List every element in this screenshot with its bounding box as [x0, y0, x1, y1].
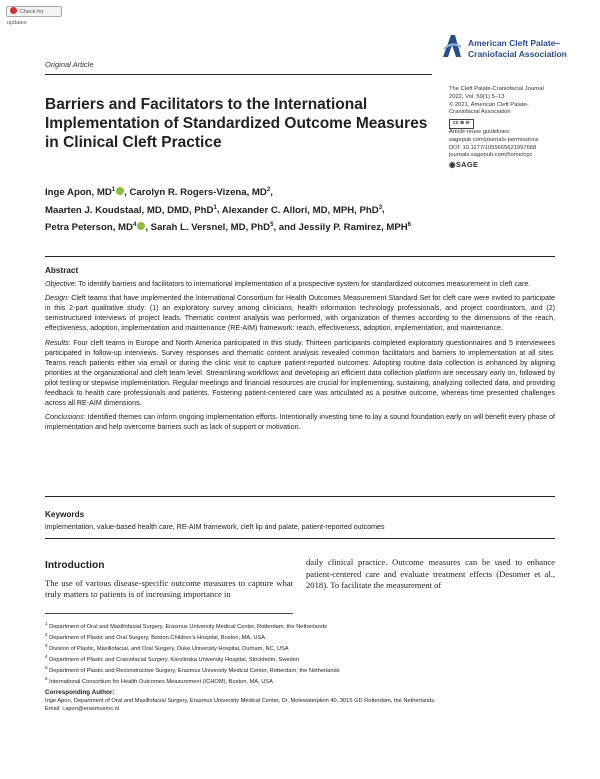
author[interactable]: Petra Peterson, $MD^4$	[45, 221, 137, 233]
author[interactable]: Sarah L. Versnel, MD, PhD$^5$	[150, 221, 274, 233]
copyright-line-1: © 2021, American Cleft Palate-	[449, 101, 529, 108]
affiliation: $^5$ Department of Plastic and Reconstructive Surgery, Erasmus University Medical Center, Rotterdam, the Netherlands	[45, 665, 340, 675]
journal-volume: 2022, Vol. 59(1) 5–13	[449, 93, 505, 100]
keywords-text: implementation, value-based health care, RE-AIM framework, cleft lip and palate, patient-reported outcomes	[45, 523, 385, 531]
abstract	[45, 266, 555, 436]
abstract-conclusions: Conclusions: Identified themes can inform ongoing implementation efforts. Intentionally investing time to lay a sound foundation early on will benefit every phase of implementation and help overcome barriers such as lack of support or motivation.	[45, 413, 555, 432]
keywords-rule	[45, 496, 555, 497]
corresponding-author	[45, 689, 565, 714]
society-logo-text	[468, 38, 598, 60]
affiliation: $^4$ Department of Plastic and Craniofacial Surgery, Karolinska University Hospital, Stockholm, Sweden	[45, 654, 300, 664]
corresponding-author-email[interactable]: Email: i.apon@erasmusmc.nl	[45, 706, 120, 713]
publisher-logo: ◉SAGE	[449, 160, 479, 170]
article-type: Original Article	[45, 60, 94, 69]
cc-license-badge[interactable]: cc ⊕ ⊝	[449, 119, 474, 129]
author[interactable]: Maarten J. Koudstaal, MD, DMD, PhD$^1$	[45, 204, 217, 216]
abstract-rule	[45, 256, 555, 257]
corresponding-author-address: Inge Apon, Department of Oral and Maxillofacial Surgery, Erasmus University Medical Center, Dr. Molewaterplein 40, 3015 GD Rotterdam, the Netherlands.	[45, 698, 436, 705]
affiliation: $^2$ Department of Plastic and Oral Surgery, Boston Children's Hospital, Boston, MA, USA	[45, 632, 266, 641]
introduction-heading: Introduction	[45, 560, 105, 571]
affiliation: $^6$ International Consortium for Health Outcomes Measurement (ICHOM), Boston, MA, USA	[45, 676, 273, 686]
abstract-objective: Objective: To identify barriers and facilitators to international implementation of a prospective system for standardized outcomes measurement in cleft care.	[45, 280, 531, 289]
doi-link[interactable]: DOI: 10.1177/1055665621997668	[449, 144, 537, 151]
author[interactable]: Carolyn R. Rogers-Vizena, $MD^2$	[129, 187, 271, 199]
logo-line-1: American Cleft Palate–	[468, 38, 561, 48]
logo-line-2: Craniofacial Association	[468, 49, 567, 59]
crossmark-icon	[10, 7, 17, 14]
footnote-rule	[45, 613, 293, 614]
affiliation: $^3$ Division of Plastic, Maxillofacial, and Oral Surgery, Duke University Hospital, Durham, NC, USA	[45, 643, 289, 653]
corresponding-author-label: Corresponding Author:	[45, 689, 115, 696]
reuse-guidelines-label: Article reuse guidelines:	[449, 128, 511, 135]
abstract-heading: Abstract	[45, 266, 79, 275]
abstract-results: Results: Four cleft teams in Europe and North America participated in this study. Thirteen participants completed exploratory questionnaires and 5 interviewees participated in follow-up interviews. Survey responses and thematic content analysis revealed common facilitators and barriers to implementation at all sites. Teams reach patients either via email or during the clinic visit to capture patient-reported outcomes. Adopting routine data collection is enhanced by aligning priorities at the organizational and cleft team level. Streamlining workflows and developing an efficient data collection platform are necessary early on, followed by pilot testing or stepwise implementation. Regular meetings and financial resources are crucial for implementing, sustaining, analyzing collected data, and providing feedback to health care professionals and patients. Fostering patient-centered care was articulated as a positive outcome, whereas time presented challenges across all RE-AIM dimensions.	[45, 338, 555, 408]
orcid-icon[interactable]	[116, 187, 124, 195]
journal-metadata	[449, 86, 594, 169]
keywords-heading: Keywords	[45, 510, 85, 519]
acpa-logo-icon	[441, 33, 463, 59]
sage-icon: ◉	[449, 160, 456, 170]
article-title: Barriers and Facilitators to the International Implementation of Standardized Outcome Measures in Clinical Cleft Practice	[45, 96, 428, 151]
header-rule	[45, 74, 432, 75]
permissions-link[interactable]: sagepub.com/journals-permissions	[449, 136, 539, 143]
journal-home-link[interactable]: journals.sagepub.com/home/cpc	[449, 152, 533, 159]
author[interactable]: Inge Apon, $MD^1$	[45, 187, 116, 199]
keywords	[45, 510, 555, 532]
intro-rule	[45, 538, 555, 539]
author[interactable]: Alexander C. Allori, MD, MPH, PhD$^3$	[221, 204, 383, 216]
intro-paragraph-left: The use of various disease-specific outcome measures to capture what truly matters to patients is of increasing importance in	[45, 577, 293, 600]
author[interactable]: Jessily P. Ramirez, MPH$^6$	[298, 221, 412, 233]
journal-name: The Cleft Palate-Craniofacial Journal	[449, 86, 544, 92]
intro-paragraph-right: daily clinical practice. Outcome measures can be used to enhance patient-centered care and evaluate treatment effects (Desomer et al., 2018). To facilitate the measurement of	[306, 557, 555, 591]
author-list: Inge Apon, $MD^1$ , Carolyn R. Rogers-Vizena, $MD^2$, Maarten J. Koudstaal, MD, DMD, PhD$^1$, Alexander C. Allori, MD, MPH, PhD$^3$, Petra Peterson, $MD^4$ , Sarah L. Versnel, MD, PhD$^5$, and Jessily P. Ramirez, MPH$^6$	[45, 187, 412, 233]
body-column-left	[45, 560, 293, 601]
abstract-design: Design: Cleft teams that have implemented the International Consortium for Health Outcomes Measurement Standard Set for cleft care were invited to participate in this 2-part qualitative study: (1) an exploratory survey among clinicians, health information technology professionals, and project coordinators, and (2) semistructured interviews of project leads. Thematic content analysis was performed, with organization of themes according to the dimensions of the reach, effectiveness, adoption, implementation and maintenance (RE-AIM) framework: reach, effectiveness, adoption, implementation, and maintenance.	[45, 294, 555, 333]
affiliations	[45, 620, 565, 687]
copyright-line-2: Craniofacial Association	[449, 109, 511, 116]
affiliation: $^1$ Department of Oral and Maxillofacial Surgery, Erasmus University Medical Center, Rotterdam, the Netherlands	[45, 621, 327, 630]
check-for-updates-badge[interactable]: Check for updates	[6, 6, 62, 17]
